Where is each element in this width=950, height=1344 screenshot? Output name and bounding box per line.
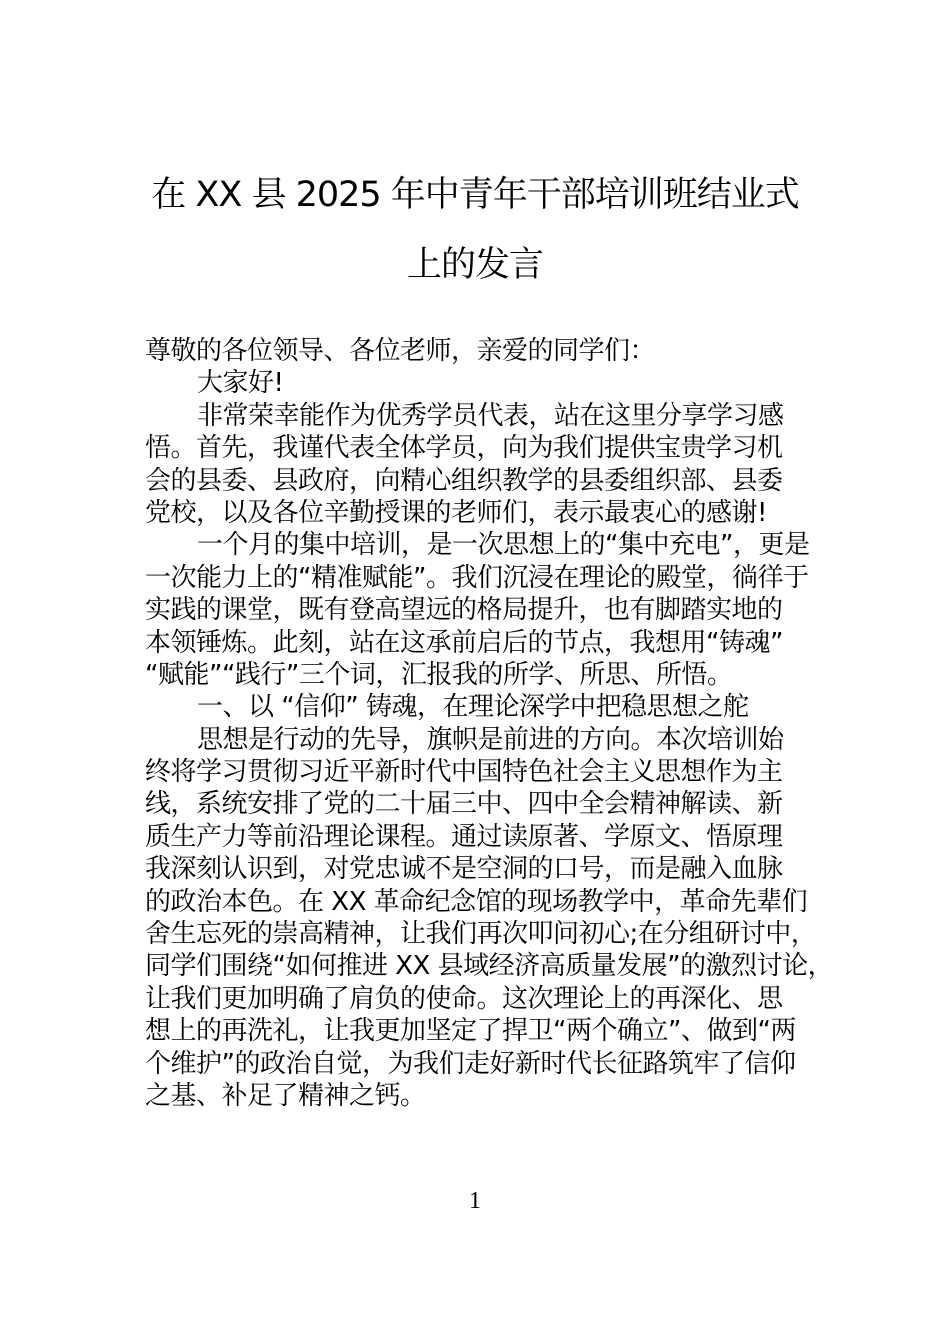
paragraph-line: 舍生忘死的崇高精神，让我们再次叩问初心;在分组研讨中，	[145, 919, 817, 950]
paragraph-line: 非常荣幸能作为优秀学员代表，站在这里分享学习感	[197, 400, 784, 431]
paragraph-line: 一次能力上的“精准赋能”。我们沉浸在理论的殿堂，徜徉于	[145, 562, 809, 593]
paragraph-line: 思想是行动的先导，旗帜是前进的方向。本次培训始	[197, 724, 784, 755]
paragraph-line: 线，系统安排了党的二十届三中、四中全会精神解读、新	[145, 789, 783, 820]
title-line-1: 在 XX 县 2025 年中青年干部培训班结业式	[151, 175, 799, 215]
paragraph-line: 实践的课堂，既有登高望远的格局提升，也有脚踏实地的	[145, 595, 783, 626]
paragraph-line: 让我们更加明确了肩负的使命。这次理论上的再深化、思	[145, 983, 783, 1014]
document-body	[145, 335, 834, 1112]
paragraph-line: 同学们围绕“如何推进 XX 县域经济高质量发展”的激烈讨论，	[145, 951, 834, 982]
paragraph-line: 一个月的集中培训，是一次思想上的“集中充电”，更是	[197, 530, 810, 561]
paragraph-line: 想上的再洗礼，让我更加坚定了捍卫“两个确立”、做到“两	[145, 1016, 796, 1047]
paragraph-line: 终将学习贯彻习近平新时代中国特色社会主义思想作为主	[145, 757, 783, 788]
paragraph-line: 悟。首先，我谨代表全体学员，向为我们提供宝贵学习机	[145, 433, 783, 464]
paragraph-line: 党校，以及各位辛勤授课的老师们，表示最衷心的感谢!	[145, 497, 767, 528]
greeting: 大家好!	[197, 368, 284, 399]
salutation: 尊敬的各位领导、各位老师，亲爱的同学们：	[145, 336, 656, 366]
page-number: 1	[469, 1188, 481, 1214]
paragraph-line: 之基、补足了精神之钙。	[145, 1080, 426, 1111]
paragraph-line: 会的县委、县政府，向精心组织教学的县委组织部、县委	[145, 465, 783, 496]
paragraph-line: 个维护”的政治自觉，为我们走好新时代长征路筑牢了信仰	[145, 1048, 796, 1079]
paragraph-line: 的政治本色。在 XX 革命纪念馆的现场教学中，革命先辈们	[145, 886, 808, 917]
paragraph-line: 本领锤炼。此刻，站在这承前启后的节点，我想用“铸魂”	[145, 627, 783, 658]
section-heading: 一、以 “信仰” 铸魂，在理论深学中把稳思想之舵	[197, 692, 749, 723]
title-line-2: 上的发言	[406, 245, 543, 285]
paragraph-line: 我深刻认识到，对党忠诚不是空洞的口号，而是融入血脉	[145, 854, 783, 885]
document-title	[130, 160, 820, 300]
paragraph-line: 质生产力等前沿理论课程。通过读原著、学原文、悟原理	[145, 821, 783, 852]
paragraph-line: “赋能”“践行”三个词，汇报我的所学、所思、所悟。	[145, 659, 733, 690]
